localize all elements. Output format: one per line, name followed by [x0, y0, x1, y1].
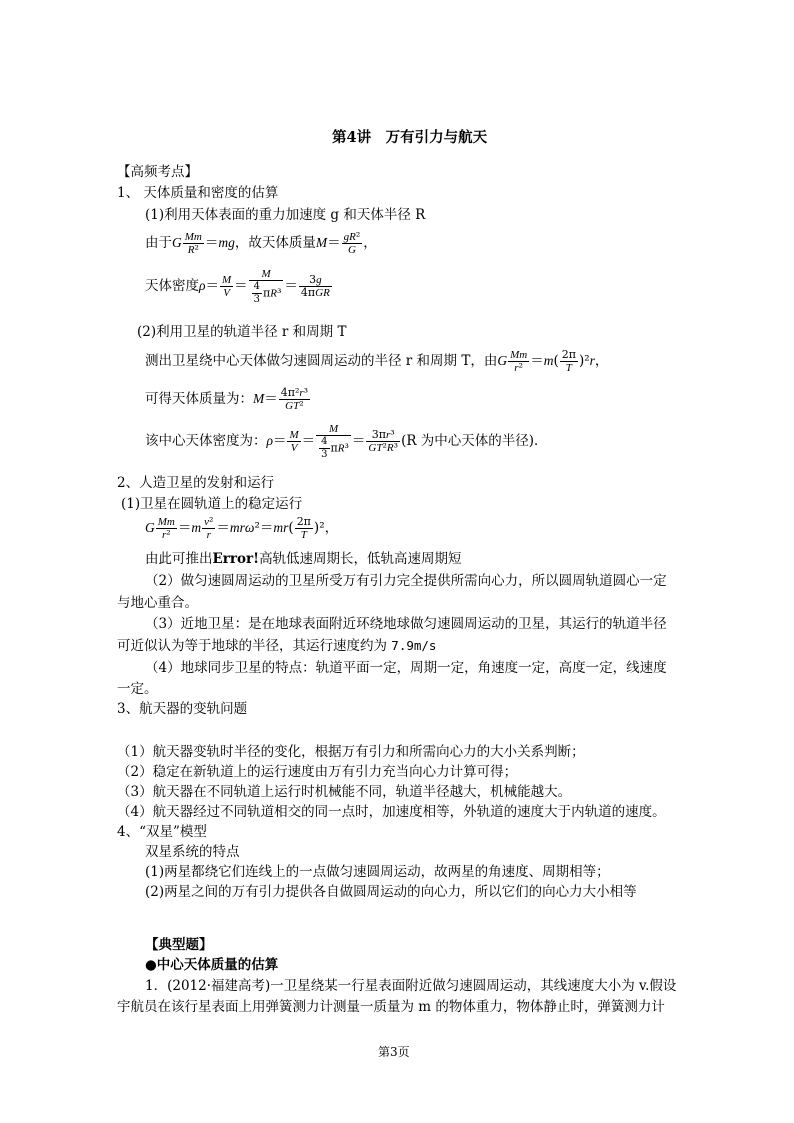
list-item: （1）航天器变轨时半径的变化，根据万有引力和所需向心力的大小关系判断； — [117, 744, 585, 760]
formula-prefix: 该中心天体密度为： — [145, 433, 267, 449]
list-item: (2)两星之间的万有引力提供各自做圆周运动的向心力，所以它们的向心力大小相等 — [145, 884, 637, 900]
formula-post: ， — [594, 353, 609, 369]
question-1-line-1: 1．(2012·福建高考)一卫星绕某一行星表面附近做匀速圆周运动，其线速度大小为 v.假设 — [145, 978, 677, 994]
formula-central-density: 该中心天体密度为：ρ＝ $\frac{M}{V}$ ＝ M $\frac{4}{3}$ πR³ ＝ $\frac{\text{3πr³}}{\text{GT²R³}}$ (R 为中心天体的半径)． — [145, 422, 548, 460]
section-1-heading: 1、 天体质量和密度的估算 — [117, 185, 279, 201]
formula-gravity-mass: 由于G $\frac{Mm}{\text{R²}}$ ＝mg，故天体质量M＝ $\frac{\text{gR²}}{G}$ ， — [145, 230, 377, 256]
section-header-high-frequency: 【高频考点】 — [117, 164, 198, 180]
formula-mid: ，故天体质量 — [234, 235, 316, 251]
list-item: （3）航天器在不同轨道上运行时机械能不同，轨道半径越大，机械能越大。 — [117, 784, 572, 800]
list-item: （2）稳定在新轨道上的运行速度由万有引力充当向心力计算可得； — [117, 764, 518, 780]
error-line-prefix: 由此可推出 — [145, 551, 213, 567]
formula-orbit-period: 测出卫星绕中心天体做匀速圆周运动的半径 r 和周期 T，由G $\frac{Mm}{\text{r²}}$ ＝m( $\frac{2\pi}{T}$ )²r， — [145, 348, 609, 374]
formula-prefix: 由于 — [145, 235, 172, 251]
list-item: （4）航天器经过不同轨道相交的同一点时，加速度相等，外轨道的速度大于内轨道的速度。 — [117, 804, 666, 820]
paragraph-3-line-1: （3）近地卫星：是在地球表面附近环绕地球做匀速圆周运动的卫星，其运行的轨道半径 — [145, 616, 667, 632]
typical-header: 【典型题】 — [145, 937, 213, 953]
paragraph-4-line-2: 一定。 — [117, 681, 158, 697]
section-4-sub: 双星系统的特点 — [145, 844, 240, 860]
formula-prefix: 测出卫星绕中心天体做匀速圆周运动的半径 r 和周期 T，由 — [145, 353, 498, 369]
paragraph-3-text: 可近似认为等于地球的半径，其运行速度约为 — [117, 638, 392, 654]
formula-stable-orbit: G $\frac{Mm}{\text{r²}}$ ＝m $\frac{\text{v²}}{r}$ ＝mrω²＝mr( $\frac{2\pi}{T}$ )²， — [145, 515, 339, 541]
page-number: 第3页 — [378, 1045, 410, 1059]
formula-prefix: 可得天体质量为： — [145, 391, 253, 407]
speed-value: 7.9m/s — [391, 638, 437, 653]
section-3-heading: 3、航天器的变轨问题 — [117, 701, 248, 717]
section-4-heading: 4、“双星”模型 — [117, 824, 207, 840]
section-1-sub-1: (1)利用天体表面的重力加速度 g 和天体半径 R — [145, 207, 426, 223]
section-2-heading: 2、人造卫星的发射和运行 — [117, 475, 275, 491]
paragraph-2-line-2: 与地心重合。 — [117, 595, 198, 611]
formula-post: ， — [324, 520, 339, 536]
formula-central-mass: 可得天体质量为：M＝ $\frac{\text{4π²r³}}{\text{GT²}}$ — [145, 386, 309, 412]
list-item: (1)两星都绕它们连线上的一点做匀速圆周运动，故两星的角速度、周期相等； — [145, 864, 610, 880]
formula-density-1: 天体密度ρ＝ $\frac{M}{V}$ ＝ M $\frac{4}{3}$ πR³ ＝ $\frac{3g}{\text{4πGR}}$ — [145, 267, 330, 305]
formula-prefix: 天体密度 — [145, 278, 199, 294]
paragraph-4-line-1: （4）地球同步卫星的特点：轨道平面一定，周期一定，角速度一定，高度一定，线速度 — [145, 660, 667, 676]
paragraph-3-line-2 — [117, 637, 436, 655]
paragraph-2-line-1: （2）做匀速圆周运动的卫星所受万有引力完全提供所需向心力，所以圆周轨道圆心一定 — [145, 573, 667, 589]
section-1-sub-2: (2)利用卫星的轨道半径 r 和周期 T — [137, 324, 347, 340]
error-field: Error! — [212, 551, 260, 567]
formula-post: (R 为中心天体的半径)． — [401, 433, 548, 449]
question-1-line-2: 宇航员在该行星表面上用弹簧测力计测量一质量为 m 的物体重力，物体静止时，弹簧测力计 — [117, 999, 665, 1015]
page-title: 第4讲 万有引力与航天 — [332, 129, 488, 146]
section-2-sub-1: (1)卫星在圆轨道上的稳定运行 — [121, 496, 303, 512]
error-line — [145, 550, 462, 568]
formula-post: ， — [363, 235, 377, 251]
error-line-suffix: 高轨低速周期长，低轨高速周期短 — [259, 551, 462, 567]
typical-bullet: ●中心天体质量的估算 — [145, 957, 279, 973]
